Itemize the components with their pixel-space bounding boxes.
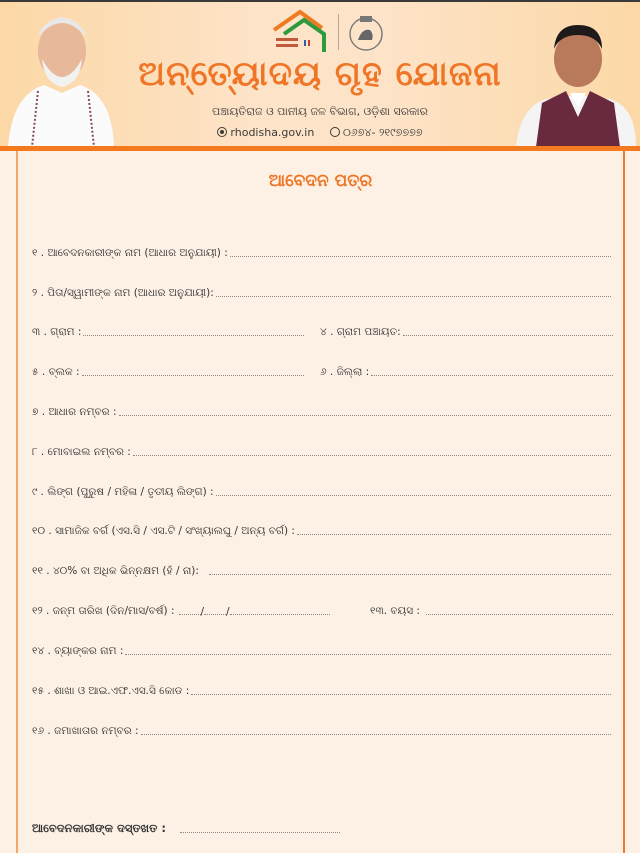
fill-line[interactable] bbox=[83, 335, 304, 336]
field-social-category[interactable] bbox=[32, 520, 611, 538]
field-label: ୪ . ଗ୍ରାମ ପଞ୍ଚାୟତ: bbox=[320, 326, 401, 338]
fill-line[interactable] bbox=[230, 256, 611, 257]
form-title: ଆବେଦନ ପତ୍ର bbox=[268, 171, 373, 191]
field-label: ୧୪ . ବ୍ୟାଙ୍କର ନାମ : bbox=[32, 645, 124, 657]
field-label: ୧୫ . ଶାଖା ଓ ଆଇ.ଏଫ.ଏସ.ସି କୋଡ : bbox=[32, 685, 190, 697]
fill-line[interactable] bbox=[209, 574, 611, 575]
phone-icon bbox=[330, 127, 340, 137]
fill-line[interactable] bbox=[191, 694, 611, 695]
field-mobile-number[interactable] bbox=[32, 441, 611, 459]
field-gender[interactable] bbox=[32, 481, 611, 499]
field-village[interactable] bbox=[32, 321, 304, 339]
field-applicant-name[interactable] bbox=[32, 242, 611, 260]
portrait-right-image bbox=[516, 7, 636, 147]
field-disability[interactable] bbox=[32, 560, 611, 578]
website[interactable]: rhodisha.gov.in bbox=[217, 126, 314, 139]
field-bank-name[interactable] bbox=[32, 640, 611, 658]
field-label: ୧୩. ବୟସ : bbox=[370, 605, 420, 617]
field-label: ୧୬ . ଜମାଖାତାର ନମ୍ବର : bbox=[32, 725, 139, 737]
fill-line[interactable] bbox=[216, 495, 611, 496]
dob-day-line[interactable] bbox=[179, 614, 201, 615]
fill-line[interactable] bbox=[133, 455, 611, 456]
field-gram-panchayat[interactable] bbox=[320, 321, 613, 339]
field-aadhaar-number[interactable] bbox=[32, 401, 611, 419]
field-branch-ifsc[interactable] bbox=[32, 680, 611, 698]
field-block[interactable] bbox=[32, 361, 304, 379]
field-account-number[interactable] bbox=[32, 720, 611, 738]
applicant-signature[interactable] bbox=[32, 821, 340, 836]
fill-line[interactable] bbox=[426, 614, 613, 615]
scheme-house-logo bbox=[270, 8, 330, 54]
field-label: ୮ . ମୋବାଇଲ ନମ୍ବର : bbox=[32, 446, 131, 458]
fill-line[interactable] bbox=[371, 375, 613, 376]
field-label: ୧୨ . ଜନ୍ମ ତାରିଖ (ଦିନ/ମାସ/ବର୍ଷ) : bbox=[32, 605, 175, 617]
field-label: ୫ . ବ୍ଲକ : bbox=[32, 366, 80, 378]
odisha-emblem-icon bbox=[346, 10, 386, 52]
field-label: ୧୦ . ସାମାଜିକ ବର୍ଗ (ଏସ.ସି / ଏସ.ଟି / ସଂଖ୍ୟାଲଘୁ / ଅନ୍ୟ ବର୍ଗ) : bbox=[32, 525, 295, 537]
field-date-of-birth[interactable] bbox=[32, 600, 377, 618]
logo-group bbox=[270, 8, 390, 54]
field-label: ୩ . ଗ୍ରାମ : bbox=[32, 326, 82, 338]
field-label: ୧୧ . ୪୦% ବା ଅଧିକ ଭିନ୍ନକ୍ଷମ (ହଁ / ନା): bbox=[32, 565, 199, 577]
dob-year-line[interactable] bbox=[230, 614, 330, 615]
scheme-title: ଅନ୍ତ୍ୟୋଦୟ ଗୃହ ଯୋଜନା bbox=[138, 54, 502, 94]
header-banner bbox=[0, 2, 640, 147]
department-name: ପଞ୍ଚାୟତିରାଜ ଓ ପାନୀୟ ଜଳ ବିଭାଗ, ଓଡ଼ିଶା ସରକାର bbox=[211, 105, 429, 118]
logo-divider bbox=[338, 14, 339, 50]
field-label: ୯ . ଲିଙ୍ଗ (ପୁରୁଷ / ମହିଳା / ତୃତୀୟ ଲିଙ୍ଗ) : bbox=[32, 486, 214, 498]
signature-label: ଆବେଦନକାରୀଙ୍କ ଦସ୍ତଖତ : bbox=[32, 821, 166, 835]
dob-month-line[interactable] bbox=[204, 614, 226, 615]
fill-line[interactable] bbox=[403, 335, 613, 336]
fill-line[interactable] bbox=[125, 654, 611, 655]
fill-line[interactable] bbox=[119, 415, 612, 416]
fill-line[interactable] bbox=[216, 296, 611, 297]
fill-line[interactable] bbox=[141, 734, 611, 735]
field-label: ୬ . ଜିଲ୍ଲା : bbox=[320, 366, 370, 378]
field-age[interactable] bbox=[370, 600, 613, 618]
globe-icon bbox=[217, 127, 227, 137]
application-form bbox=[16, 151, 625, 853]
fill-line[interactable] bbox=[82, 375, 305, 376]
field-label: ୭ . ଆଧାର ନମ୍ବର : bbox=[32, 406, 117, 418]
phone: ୦୬୭୪- ୨୧୯୭୭୭୭ bbox=[330, 126, 423, 139]
dob-separator: / bbox=[200, 606, 205, 618]
dob-separator: / bbox=[226, 606, 230, 618]
field-father-husband-name[interactable] bbox=[32, 282, 611, 300]
signature-line[interactable] bbox=[180, 832, 340, 833]
field-label: ୧ . ଆବେଦନକାରୀଙ୍କ ନାମ (ଆଧାର ଅନୁଯାୟୀ) : bbox=[32, 247, 228, 259]
fill-line[interactable] bbox=[297, 534, 611, 535]
field-district[interactable] bbox=[320, 361, 613, 379]
field-label: ୨ . ପିତା/ସ୍ୱାମୀଙ୍କ ନାମ (ଆଧାର ଅନୁଯାୟୀ): bbox=[32, 287, 214, 299]
